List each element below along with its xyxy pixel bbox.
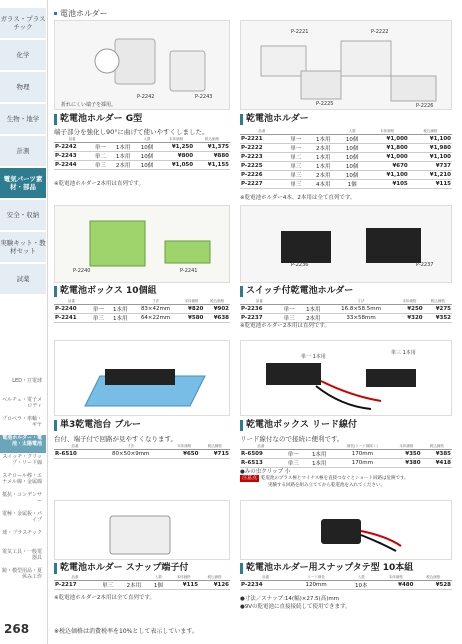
table-cell: 単三 <box>90 161 110 170</box>
photo-label: P-2221 <box>291 29 309 35</box>
battery-box-lead-illustration <box>241 341 452 416</box>
table-cell: 33×58mm <box>327 314 395 323</box>
table-header: リード線長 <box>291 575 341 581</box>
table-cell: ¥1,800 <box>366 144 409 153</box>
table-cell: 単二 <box>284 153 308 162</box>
product-subtitle: リード線付なので接続に便利です。 <box>240 435 344 443</box>
sidebar-tab[interactable]: 電池ホルダー・電池・太陽電池 <box>0 435 46 453</box>
sidebar <box>0 0 48 644</box>
table-cell: 単三 <box>89 314 108 323</box>
table-cell: 1本用 <box>308 162 339 171</box>
table-cell: P-2217 <box>54 581 96 590</box>
table-cell: 単三 <box>284 171 308 180</box>
table-header: 税込価格 <box>422 444 452 450</box>
table-header: 入数 <box>346 575 377 581</box>
sidebar-tab[interactable]: 鏡・模型用品・夏休み工作 <box>1 568 42 580</box>
table-row <box>54 161 230 170</box>
table-header: 税込価格 <box>409 129 452 135</box>
table-cell: ¥250 <box>395 305 423 314</box>
spec-table <box>240 575 452 590</box>
table-cell: P-2227 <box>240 180 284 189</box>
table-cell: 単一 <box>284 135 308 144</box>
sidebar-tab[interactable]: プロペラ・車輪・ギヤ <box>1 416 42 428</box>
table-header: 入数 <box>339 129 366 135</box>
sidebar-tab[interactable]: 電気パーツ素材・部品 <box>0 168 46 198</box>
table-cell: 10個 <box>136 161 158 170</box>
table-cell: ¥275 <box>424 305 452 314</box>
table-header: 線長(リード線除く) <box>334 444 391 450</box>
table-cell: ¥1,100 <box>366 171 409 180</box>
photo-label: 単一 1本用 <box>301 354 326 360</box>
product-title: 乾電池ボックス リード線付 <box>240 420 357 431</box>
table-header: 税込価格 <box>199 575 230 581</box>
table-cell: P-2237 <box>240 314 279 323</box>
spec-table <box>54 137 230 170</box>
table-header: 本体価格 <box>391 444 421 450</box>
warning-badge: 注意点 <box>242 475 258 481</box>
table-cell: 1本用 <box>305 450 334 459</box>
photo-label: P-2225 <box>316 101 334 107</box>
table-cell: ¥800 <box>158 152 194 161</box>
sidebar-tab[interactable]: スイッチ・クリップ・リード線 <box>2 454 42 466</box>
photo-label: P-2241 <box>180 268 198 274</box>
table-cell: ¥902 <box>204 305 230 314</box>
snap-connector-illustration <box>241 501 452 560</box>
product-photo-snap-holder <box>54 500 230 560</box>
table-cell: 1本用 <box>300 305 327 314</box>
footnote: ※税込価格は消費税率を10%として表示しています。 <box>54 628 198 635</box>
table-header: 品番 <box>54 575 96 581</box>
table-cell: ¥1,050 <box>158 161 194 170</box>
table-cell: 10個 <box>339 135 366 144</box>
table-cell: ¥1,000 <box>366 135 409 144</box>
table-cell: 1本用 <box>110 152 135 161</box>
table-row <box>54 450 230 459</box>
sidebar-tab[interactable]: 試薬 <box>0 264 46 294</box>
table-cell: 1個 <box>339 180 366 189</box>
table-header: 本体価格 <box>168 575 199 581</box>
table-header: 税込価格 <box>199 444 230 450</box>
table-cell: 1本用 <box>308 153 339 162</box>
table-cell: 10個 <box>339 171 366 180</box>
table-header: 本体価格 <box>366 129 409 135</box>
table-cell: 10個 <box>339 162 366 171</box>
table-row <box>240 162 452 171</box>
photo-label: P-2236 <box>291 262 309 268</box>
table-cell: 1本用 <box>110 143 135 152</box>
table-header: 入数 <box>136 137 158 143</box>
product-note: ※乾電池ホルダー2本用は全て直列です。 <box>54 595 155 601</box>
table-cell: 4本用 <box>308 180 339 189</box>
product-title: 乾電池ボックス 10個組 <box>54 286 157 297</box>
product-note: ※乾電池ホルダー4本、2本用は全て直列です。 <box>240 195 356 201</box>
table-cell: 1本用 <box>108 314 132 323</box>
photo-label: P-2240 <box>73 268 91 274</box>
table-header: 本体価格 <box>377 575 414 581</box>
table-cell: ¥480 <box>377 581 414 590</box>
table-cell: ¥1,100 <box>409 135 452 144</box>
table-cell: ¥115 <box>409 180 452 189</box>
product-photo-box-lead <box>240 340 452 416</box>
table-cell: R-6510 <box>54 450 96 459</box>
table-row <box>240 305 452 314</box>
table-header: 本体価格 <box>169 444 200 450</box>
table-cell: P-2236 <box>240 305 279 314</box>
table-row <box>240 171 452 180</box>
table-cell: P-2234 <box>240 581 291 590</box>
table-cell: 単二 <box>90 152 110 161</box>
table-header: 寸法 <box>96 444 165 450</box>
table-cell: 単一 <box>89 305 108 314</box>
table-cell: 10個 <box>136 152 158 161</box>
battery-stand-illustration <box>55 341 230 416</box>
table-cell: 単一 <box>279 305 300 314</box>
photo-label: P-2226 <box>416 103 434 109</box>
sidebar-tab[interactable]: 安全・収納 <box>0 200 46 230</box>
product-subtitle: 台付、端子付で回路が見やすくなります。 <box>54 435 177 443</box>
photo-label: P-2243 <box>195 94 213 100</box>
product-note: ●みの虫クリップ 小 <box>240 469 291 475</box>
product-title: 乾電池ホルダー <box>240 114 309 125</box>
table-header: 品番 <box>54 444 96 450</box>
table-row <box>240 180 452 189</box>
table-cell: ¥126 <box>199 581 230 590</box>
product-photo-g-holder <box>54 20 230 110</box>
table-cell: 単一 <box>282 450 305 459</box>
table-cell: 2本用 <box>308 144 339 153</box>
table-cell: ¥380 <box>391 459 421 468</box>
table-header: 税込価格 <box>194 137 230 143</box>
table-cell: P-2244 <box>54 161 90 170</box>
product-photo-holder <box>240 20 452 110</box>
table-cell: ¥880 <box>194 152 230 161</box>
table-row <box>54 581 230 590</box>
table-cell: 170mm <box>334 450 391 459</box>
photo-label: P-2222 <box>371 29 389 35</box>
sidebar-tab[interactable]: 物理 <box>0 72 46 102</box>
warning-note <box>240 475 409 489</box>
table-cell: R-6509 <box>240 450 282 459</box>
product-title: 乾電池ホルダー G型 <box>54 114 142 125</box>
snap-holder-illustration <box>55 501 230 560</box>
product-note: ●9Vの乾電池に直接接続して使用できます。 <box>240 604 351 610</box>
table-cell: ¥1,210 <box>409 171 452 180</box>
product-photo-switch-holder <box>240 205 452 283</box>
sidebar-tab[interactable]: 球・プラスチック <box>2 530 42 536</box>
table-header: 入数 <box>149 575 169 581</box>
product-photo-stand <box>54 340 230 416</box>
table-cell: 10個 <box>339 153 366 162</box>
table-cell: P-2226 <box>240 171 284 180</box>
table-header: 税込価格 <box>424 299 452 305</box>
table-header: 品番 <box>240 444 282 450</box>
product-subtitle: 端子部分を強化し90°に曲げて使いやすくしました。 <box>54 128 209 136</box>
table-cell: 80×50×9mm <box>96 450 165 459</box>
table-cell: 10個 <box>339 144 366 153</box>
product-note: ●寸法／スナップ:14(幅)×27.5(高)mm <box>240 596 340 602</box>
table-cell: ¥715 <box>199 450 230 459</box>
sidebar-tab[interactable]: 生物・地学 <box>0 104 46 134</box>
photo-label: 単三 1本用 <box>391 350 416 356</box>
table-cell: P-2223 <box>240 153 284 162</box>
table-cell: ¥1,980 <box>409 144 452 153</box>
table-cell: P-2240 <box>54 305 89 314</box>
table-cell: P-2225 <box>240 162 284 171</box>
spec-table <box>54 575 230 590</box>
battery-holder-illustration <box>241 21 452 110</box>
table-cell: 2本用 <box>119 581 148 590</box>
sidebar-tab[interactable]: ベルチェ・電子メロディ <box>2 397 42 409</box>
table-cell: 単一 <box>284 144 308 153</box>
table-cell: 1本用 <box>108 305 132 314</box>
product-title: 乾電池ホルダー スナップ端子付 <box>54 563 188 574</box>
table-row <box>54 143 230 152</box>
sidebar-tab[interactable]: 抵抗・コンデンサー <box>2 492 42 504</box>
sidebar-tab[interactable]: 計測 <box>0 136 46 166</box>
table-cell: 2本用 <box>110 161 135 170</box>
table-cell: ¥385 <box>422 450 452 459</box>
table-cell: ¥737 <box>409 162 452 171</box>
table-cell: P-2222 <box>240 144 284 153</box>
table-cell: 16.8×58.5mm <box>327 305 395 314</box>
table-header: 品番 <box>54 299 89 305</box>
sidebar-tab[interactable]: 電気工具・一般電器具 <box>1 549 42 561</box>
sidebar-tab[interactable]: 電極・金属板・パイプ <box>1 511 42 523</box>
table-header: 税込価格 <box>204 299 230 305</box>
table-cell: ¥115 <box>168 581 199 590</box>
table-cell: ¥670 <box>366 162 409 171</box>
table-header: 品番 <box>240 129 284 135</box>
table-cell: ¥1,155 <box>194 161 230 170</box>
spec-table <box>54 299 230 323</box>
table-cell: ¥105 <box>366 180 409 189</box>
sidebar-tab[interactable]: 実験キット・教材セット <box>0 232 46 262</box>
table-cell: ¥1,250 <box>158 143 194 152</box>
table-cell: ¥352 <box>424 314 452 323</box>
photo-label: P-2237 <box>416 262 434 268</box>
product-note: ※乾電池ホルダー2本用は直列です。 <box>240 323 330 329</box>
table-header: 品番 <box>54 137 90 143</box>
spec-table <box>240 299 452 323</box>
table-cell: ¥1,000 <box>366 153 409 162</box>
table-header: 本体価格 <box>395 299 423 305</box>
table-cell: ¥820 <box>179 305 205 314</box>
warning-line: 実験する回路を組み立ててから乾電池を入れてください。 <box>268 483 385 488</box>
table-row <box>54 305 230 314</box>
sidebar-tab[interactable]: LED・豆電球 <box>12 378 42 384</box>
page-header: 電池ホルダー <box>54 8 108 19</box>
table-cell: P-2243 <box>54 152 90 161</box>
spec-table <box>240 444 452 468</box>
table-cell: 170mm <box>334 459 391 468</box>
spec-table <box>54 444 230 459</box>
table-cell: ¥1,375 <box>194 143 230 152</box>
table-row <box>54 314 230 323</box>
product-note: ※乾電池ホルダー2本用は直列です。 <box>54 181 144 187</box>
table-row <box>240 144 452 153</box>
table-header: 本体価格 <box>158 137 194 143</box>
table-cell: 1個 <box>149 581 169 590</box>
table-cell: 単三 <box>96 581 119 590</box>
table-header: 品番 <box>240 575 291 581</box>
table-row <box>240 153 452 162</box>
table-cell: 単三 <box>284 162 308 171</box>
table-cell: 120mm <box>291 581 341 590</box>
table-header: 寸法 <box>327 299 395 305</box>
photo-label: P-2242 <box>137 94 155 100</box>
table-cell: 1本用 <box>308 135 339 144</box>
table-cell: 83×42mm <box>132 305 178 314</box>
table-cell: 単三 <box>284 180 308 189</box>
table-cell: 1本用 <box>305 459 334 468</box>
table-cell: 単一 <box>90 143 110 152</box>
sidebar-tab[interactable]: ガラス・プラスチック <box>0 8 46 38</box>
table-cell: 単三 <box>282 459 305 468</box>
table-header: 本体価格 <box>179 299 205 305</box>
table-cell: ¥1,100 <box>409 153 452 162</box>
table-header: 品番 <box>240 299 279 305</box>
table-cell: ¥528 <box>414 581 452 590</box>
table-cell: ¥350 <box>391 450 421 459</box>
table-cell: P-2221 <box>240 135 284 144</box>
table-cell: 単三 <box>279 314 300 323</box>
table-cell: 64×22mm <box>132 314 178 323</box>
table-cell: P-2241 <box>54 314 89 323</box>
table-cell: ¥320 <box>395 314 423 323</box>
table-cell: 2本用 <box>300 314 327 323</box>
sidebar-tab[interactable]: 化学 <box>0 40 46 70</box>
table-cell: R-6513 <box>240 459 282 468</box>
table-cell: 10個 <box>136 143 158 152</box>
table-cell: 2本用 <box>308 171 339 180</box>
product-photo-snap <box>240 500 452 560</box>
page-number: 268 <box>4 622 30 636</box>
product-title: 単3乾電池台 ブルー <box>54 420 141 431</box>
table-row <box>240 581 452 590</box>
product-photo-box <box>54 205 230 283</box>
switch-holder-illustration <box>241 206 452 283</box>
table-cell: ¥650 <box>169 450 200 459</box>
table-cell: ¥580 <box>179 314 205 323</box>
table-row <box>240 135 452 144</box>
sidebar-tab[interactable]: スチロール棒・エナメル線・金属線 <box>2 473 42 485</box>
table-header: 税込価格 <box>414 575 452 581</box>
product-title: スイッチ付乾電池ホルダー <box>240 286 353 297</box>
table-cell: 10本 <box>346 581 377 590</box>
warning-line: 乾電池のプラス極とマイナス極を直接つなぐとショート回路は危険です。 <box>261 476 409 481</box>
table-row <box>54 152 230 161</box>
table-cell: ¥418 <box>422 459 452 468</box>
table-cell: P-2242 <box>54 143 90 152</box>
photo-note: 折れにくい端子を採用。 <box>61 102 117 108</box>
table-cell: ¥638 <box>204 314 230 323</box>
table-row <box>240 450 452 459</box>
product-title: 乾電池ホルダー用スナップタテ型 10本組 <box>240 563 413 574</box>
table-header: 寸法 <box>132 299 178 305</box>
spec-table <box>240 129 452 189</box>
